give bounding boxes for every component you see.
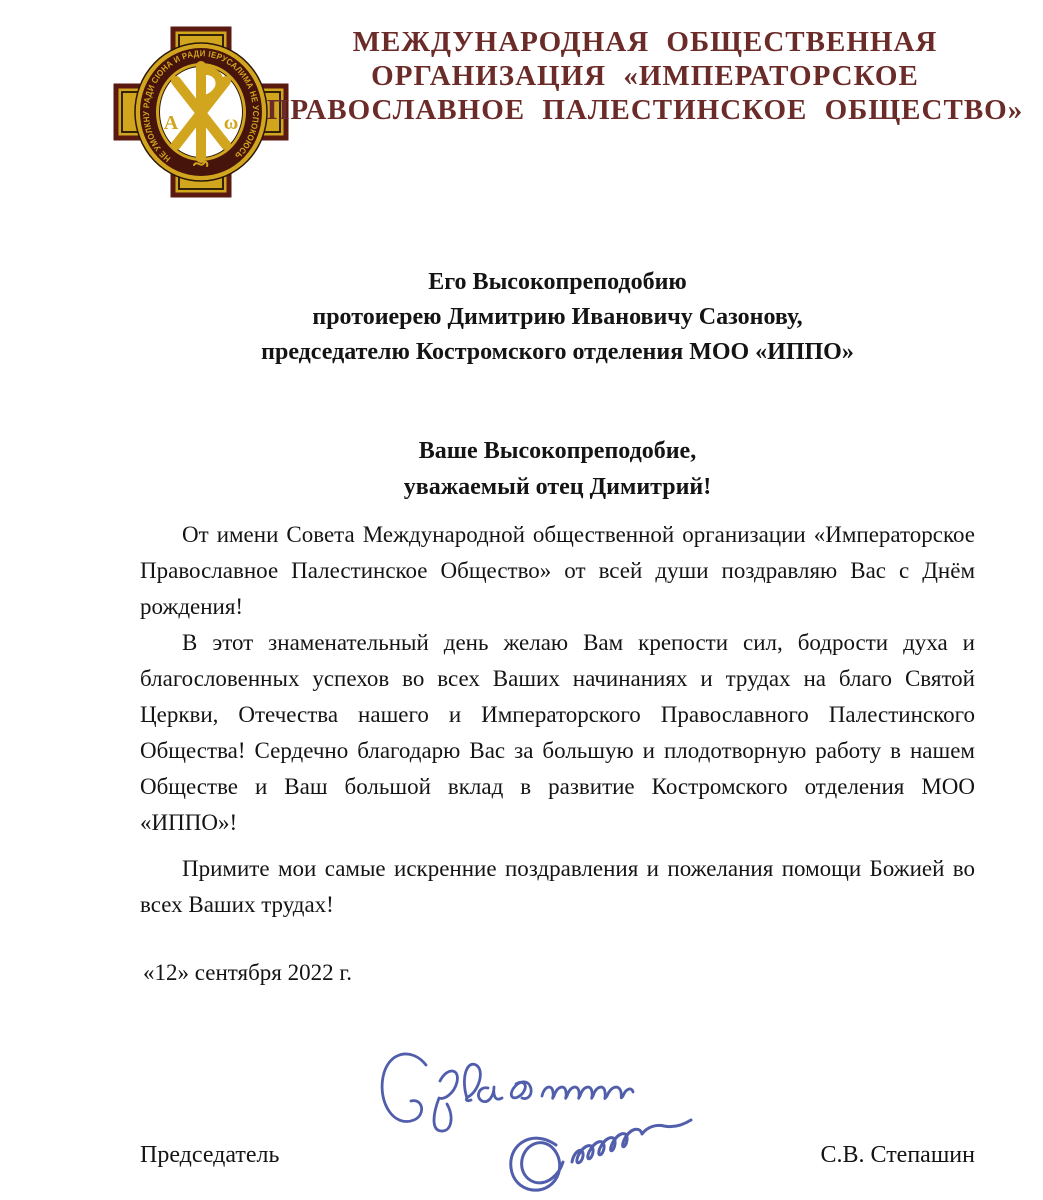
addressee-line: председателю Костромского отделения МОО «ИППО»: [261, 339, 854, 365]
date-line: «12» сентября 2022 г.: [143, 960, 352, 985]
addressee-block: [140, 265, 975, 370]
addressee-line: протоиерею Димитрию Ивановичу Сазонову,: [312, 304, 803, 330]
org-name-line: МЕЖДУНАРОДНАЯ ОБЩЕСТВЕННАЯ: [352, 26, 938, 58]
handwritten-greeting: [382, 1054, 633, 1131]
omega-letter: ω: [223, 112, 239, 134]
body-paragraph: В этот знаменательный день желаю Вам крепости сил, бодрости духа и благословенных успехов во всех Ваших начинаниях и трудах на благо Святой Церкви, Отечества нашего и Императорского Православного Палестинского Общества! Сердечно благодарю Вас за большую и плодотворную работу в нашем Обществе и Ваш большой вклад в развитие Костромского отделения МОО «ИППО»!: [140, 630, 975, 835]
salutation-line: уважаемый отец Димитрий!: [403, 474, 712, 500]
position-label: Председатель: [140, 1142, 280, 1168]
signer-name: С.В. Степашин: [820, 1142, 975, 1168]
salutation-line: Ваше Высокопреподобие,: [418, 438, 697, 464]
org-name-line: ПРАВОСЛАВНОЕ ПАЛЕСТИНСКОЕ ОБЩЕСТВО»: [266, 94, 1024, 126]
motto-text: НЕ УМОЛКНУ РАДИ СІОНА И РАДИ ІЕРУСАЛИМА НЕ УСПОКОЮСЬ: [140, 48, 262, 165]
letter-body: [140, 517, 975, 923]
body-paragraph: От имени Совета Международной общественной организации «Императорское Православное Палестинское Общество» от всей души поздравляю Вас с Днём рождения!: [140, 522, 975, 619]
org-name-line: ОРГАНИЗАЦИЯ «ИМПЕРАТОРСКОЕ: [371, 60, 919, 92]
org-name-title: [262, 25, 1028, 127]
handwritten-signature: [360, 1035, 700, 1200]
body-paragraph: Примите мои самые искренние поздравления и пожелания помощи Божией во всех Ваших трудах!: [140, 856, 975, 917]
alpha-letter: Α: [163, 112, 179, 134]
signature-row: [140, 1142, 975, 1169]
salutation-block: [140, 433, 975, 505]
addressee-line: Его Высокопреподобию: [428, 269, 687, 295]
